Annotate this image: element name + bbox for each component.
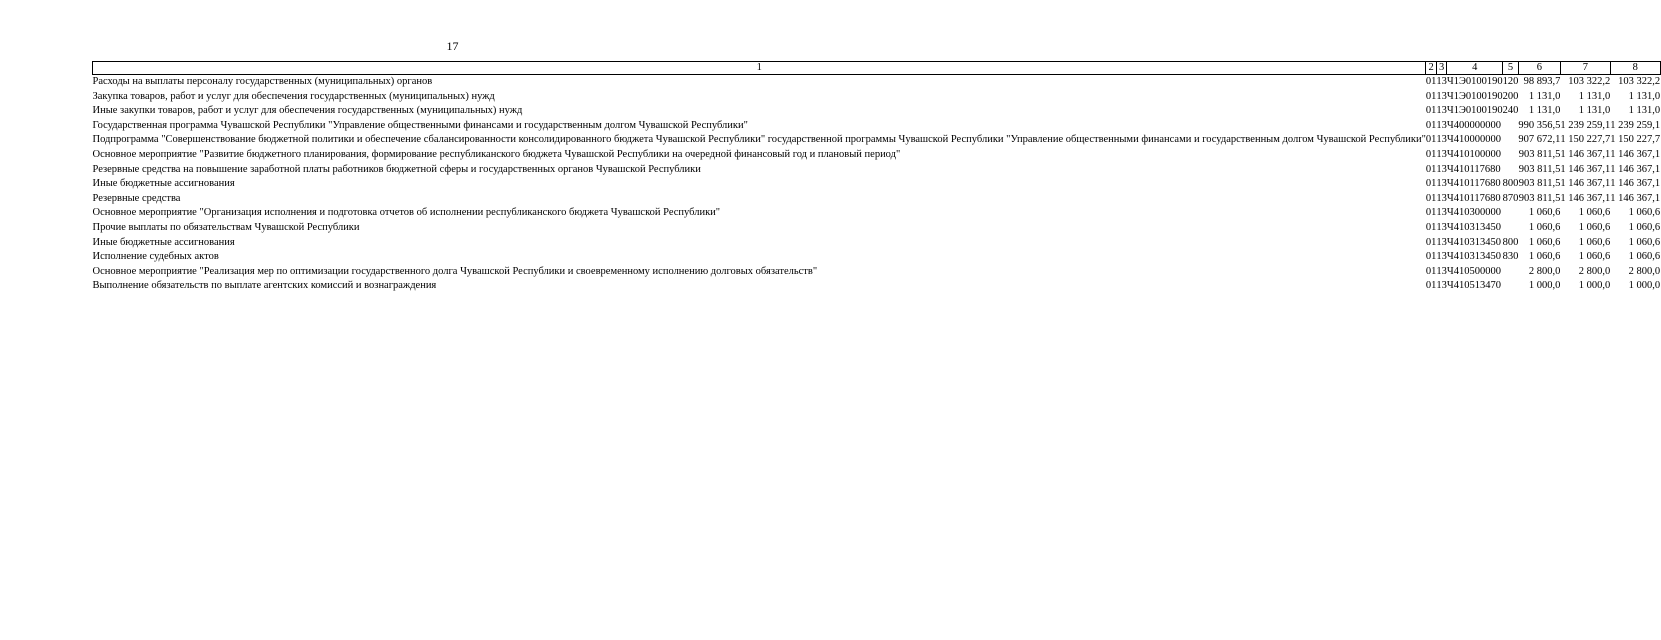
row-value-col7: 2 800,0 [1578,265,1611,277]
row-value-col6: 990 356,5 [1518,119,1561,131]
row-value-col8: 1 146 367,1 [1610,148,1661,160]
row-section: 01 [1425,280,1437,292]
row-name: Исполнение судебных актов [92,251,219,263]
row-value-col7: 1 060,6 [1578,221,1611,233]
row-subsection: 13 [1436,207,1447,219]
row-section: 01 [1425,265,1437,277]
row-value-col7: 1 150 227,7 [1560,134,1611,146]
row-name: Резервные средства [92,192,181,204]
row-value-col8: 2 800,0 [1628,265,1661,277]
row-value-col7: 1 060,6 [1578,236,1611,248]
table-row [93,119,1661,134]
row-target-article: Ч410313450 [1446,251,1501,263]
row-section: 01 [1425,178,1437,190]
table-row [93,236,1661,251]
row-name: Основное мероприятие "Организация исполнения и подготовка отчетов об исполнении республиканского бюджета Чувашской Республики" [92,207,721,219]
row-expense-type [1503,279,1519,294]
row-name: Государственная программа Чувашской Республики "Управление общественными финансами и государственным долгом Чувашской Республики" [92,119,748,131]
row-value-col7: 1 146 367,1 [1560,163,1611,175]
column-header: 5 [1503,62,1519,75]
row-subsection: 13 [1436,134,1447,146]
table-row [93,250,1661,265]
row-value-col8: 1 060,6 [1628,251,1661,263]
row-target-article: Ч410117680 [1446,192,1501,204]
row-name: Расходы на выплаты персоналу государственных (муниципальных) органов [92,76,433,87]
row-expense-type: 120 [1502,76,1519,87]
row-value-col8: 1 060,6 [1628,221,1661,233]
row-value-col7: 1 146 367,1 [1560,192,1611,204]
table-row [93,192,1661,207]
column-header: 1 [93,62,1426,75]
row-value-col7: 1 060,6 [1578,251,1611,263]
row-name: Иные бюджетные ассигнования [92,236,235,248]
row-value-col8: 1 146 367,1 [1610,163,1661,175]
row-value-col7: 1 131,0 [1578,105,1611,117]
column-header: 3 [1436,62,1447,75]
row-expense-type [1503,119,1519,134]
table-body [93,75,1661,294]
row-target-article: Ч410300000 [1446,207,1501,219]
table-row [93,206,1661,221]
row-expense-type: 830 [1502,251,1519,263]
table-row [93,279,1661,294]
row-section: 01 [1425,105,1437,117]
row-target-article: Ч410117680 [1446,163,1501,175]
row-value-col6: 903 811,5 [1518,192,1561,204]
row-value-col7: 1 131,0 [1578,90,1611,102]
column-header: 8 [1610,62,1660,75]
row-subsection: 13 [1436,221,1447,233]
row-value-col6: 1 060,6 [1528,251,1561,263]
table-row [93,90,1661,105]
row-value-col8: 1 146 367,1 [1610,178,1661,190]
row-value-col8: 1 131,0 [1628,105,1661,117]
table-row [93,133,1661,148]
row-section: 01 [1425,192,1437,204]
row-expense-type: 870 [1502,192,1519,204]
budget-table [92,61,1661,294]
row-target-article: Ч410313450 [1446,221,1501,233]
table-row [93,104,1661,119]
row-section: 01 [1425,163,1437,175]
row-expense-type [1503,163,1519,178]
column-header: 2 [1426,62,1437,75]
row-value-col6: 907 672,1 [1518,134,1561,146]
row-name: Иные бюджетные ассигнования [92,178,235,190]
column-header: 7 [1560,62,1610,75]
row-name: Выполнение обязательств по выплате агентских комиссий и вознаграждения [92,280,437,292]
row-subsection: 13 [1436,236,1447,248]
row-subsection: 13 [1436,90,1447,102]
row-subsection: 13 [1436,105,1447,117]
row-section: 01 [1425,221,1437,233]
row-name: Прочие выплаты по обязательствам Чувашской Республики [92,221,360,233]
row-value-col6: 1 060,6 [1528,236,1561,248]
row-value-col8: 1 150 227,7 [1610,134,1661,146]
row-section: 01 [1425,236,1437,248]
row-target-article: Ч410313450 [1446,236,1501,248]
row-name: Основное мероприятие "Реализация мер по оптимизации государственного долга Чувашской Республики и своевременному исполнению долговых обязательств" [92,265,818,277]
row-section: 01 [1425,148,1437,160]
row-target-article: Ч1Э0100190 [1446,105,1503,117]
row-value-col6: 1 131,0 [1528,105,1561,117]
row-expense-type [1503,133,1519,148]
row-subsection: 13 [1436,163,1447,175]
column-header: 6 [1518,62,1560,75]
row-name: Основное мероприятие "Развитие бюджетного планирования, формирование республиканского бюджета Чувашской Республики на очередной финансовый год и плановый период" [92,148,901,160]
row-value-col6: 1 060,6 [1528,221,1561,233]
row-value-col6: 98 893,7 [1523,76,1561,87]
row-value-col6: 1 131,0 [1528,90,1561,102]
row-subsection: 13 [1436,192,1447,204]
row-expense-type [1503,265,1519,280]
row-value-col7: 1 146 367,1 [1560,148,1611,160]
table-row [93,75,1661,90]
row-value-col8: 103 322,2 [1618,76,1661,87]
row-target-article: Ч1Э0100190 [1446,76,1503,87]
row-section: 01 [1425,76,1437,87]
row-section: 01 [1425,207,1437,219]
row-value-col6: 2 800,0 [1528,265,1561,277]
row-target-article: Ч410513470 [1446,280,1501,292]
row-expense-type: 200 [1502,90,1519,102]
row-subsection: 13 [1436,280,1447,292]
row-value-col8: 1 239 259,1 [1610,119,1661,131]
row-value-col6: 903 811,5 [1518,178,1561,190]
row-value-col7: 1 060,6 [1578,207,1611,219]
row-value-col7: 1 239 259,1 [1560,119,1611,131]
row-expense-type [1503,206,1519,221]
row-value-col6: 1 000,0 [1528,280,1561,292]
row-value-col8: 1 000,0 [1628,280,1661,292]
row-value-col6: 903 811,5 [1518,163,1561,175]
row-name: Закупка товаров, работ и услуг для обеспечения государственных (муниципальных) нужд [92,90,495,102]
table-row [93,177,1661,192]
row-expense-type: 800 [1502,178,1519,190]
row-section: 01 [1425,90,1437,102]
row-value-col6: 903 811,5 [1518,148,1561,160]
row-subsection: 13 [1436,178,1447,190]
table-row [93,265,1661,280]
row-target-article: Ч410117680 [1446,178,1501,190]
row-target-article: Ч410000000 [1446,134,1501,146]
row-value-col8: 1 131,0 [1628,90,1661,102]
row-value-col8: 1 060,6 [1628,236,1661,248]
row-name: Иные закупки товаров, работ и услуг для обеспечения государственных (муниципальных) нужд [92,105,523,117]
table-row [93,221,1661,236]
table-row [93,148,1661,163]
row-subsection: 13 [1436,76,1447,87]
row-name: Подпрограмма "Совершенствование бюджетной политики и обеспечение сбалансированности консолидированного бюджета Чувашской Республики" государственной программы Чувашской Республики "Управление общественными финансами и государственным долгом Чувашской Республики" [92,134,1426,146]
row-target-article: Ч400000000 [1446,119,1501,131]
row-expense-type [1503,221,1519,236]
row-subsection: 13 [1436,119,1447,131]
row-value-col8: 1 146 367,1 [1610,192,1661,204]
row-subsection: 13 [1436,148,1447,160]
row-section: 01 [1425,251,1437,263]
row-subsection: 13 [1436,265,1447,277]
row-value-col8: 1 060,6 [1628,207,1661,219]
header-row [93,62,1661,75]
row-subsection: 13 [1436,251,1447,263]
table-row [93,163,1661,178]
row-expense-type [1503,148,1519,163]
row-expense-type: 240 [1502,105,1519,117]
row-target-article: Ч410500000 [1446,265,1501,277]
row-value-col7: 103 322,2 [1568,76,1611,87]
row-expense-type: 800 [1502,236,1519,248]
row-value-col6: 1 060,6 [1528,207,1561,219]
row-section: 01 [1425,119,1437,131]
column-header: 4 [1447,62,1503,75]
page-number: 17 [446,39,459,53]
row-name: Резервные средства на повышение заработной платы работников бюджетной сферы и государственных органов Чувашской Республики [92,163,701,175]
row-section: 01 [1425,134,1437,146]
row-value-col7: 1 146 367,1 [1560,178,1611,190]
row-value-col7: 1 000,0 [1578,280,1611,292]
row-target-article: Ч1Э0100190 [1446,90,1503,102]
row-target-article: Ч410100000 [1446,148,1501,160]
